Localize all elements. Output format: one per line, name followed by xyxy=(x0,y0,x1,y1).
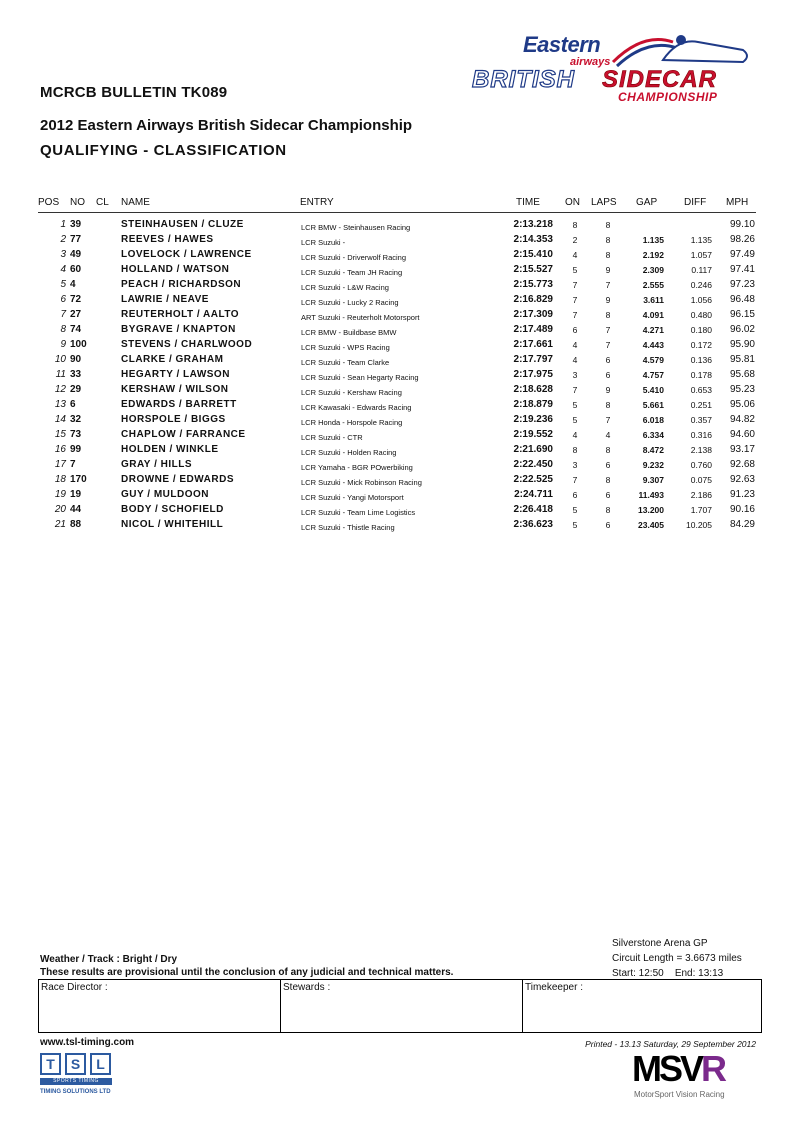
cell-no: 73 xyxy=(70,429,82,440)
table-row xyxy=(0,279,794,294)
cell-on: 8 xyxy=(572,220,578,230)
cell-laps: 8 xyxy=(605,445,611,455)
cell-entry: LCR Suzuki - Lucky 2 Racing xyxy=(301,298,399,307)
cell-mph: 92.63 xyxy=(729,474,755,485)
table-row xyxy=(0,264,794,279)
cell-entry: LCR Suzuki - Holden Racing xyxy=(301,448,397,457)
cell-on: 4 xyxy=(572,355,578,365)
cell-name: HOLLAND / WATSON xyxy=(121,264,230,275)
table-row xyxy=(0,474,794,489)
cell-gap: 6.018 xyxy=(642,415,664,425)
cell-gap: 5.410 xyxy=(642,385,664,395)
cell-no: 39 xyxy=(70,219,82,230)
cell-no: 33 xyxy=(70,369,82,380)
table-row xyxy=(0,489,794,504)
col-diff: DIFF xyxy=(684,197,707,208)
website-link[interactable]: www.tsl-timing.com xyxy=(40,1037,135,1048)
cell-entry: LCR Suzuki - Kershaw Racing xyxy=(301,388,402,397)
stewards-label: Stewards : xyxy=(283,982,331,993)
cell-name: LAWRIE / NEAVE xyxy=(121,294,209,305)
circuit-length: Circuit Length = 3.6673 miles xyxy=(612,953,742,964)
cell-time: 2:16.829 xyxy=(513,294,553,305)
cell-pos: 9 xyxy=(60,339,66,350)
cell-laps: 7 xyxy=(605,340,611,350)
cell-pos: 13 xyxy=(54,399,66,410)
table-row xyxy=(0,234,794,249)
table-row xyxy=(0,294,794,309)
cell-mph: 97.41 xyxy=(729,264,755,275)
cell-gap: 13.200 xyxy=(638,505,664,515)
cell-on: 3 xyxy=(572,370,578,380)
timekeeper-cell xyxy=(523,980,761,1032)
cell-diff: 0.760 xyxy=(690,460,712,470)
col-mph: MPH xyxy=(726,197,749,208)
cell-name: KERSHAW / WILSON xyxy=(121,384,229,395)
cell-on: 8 xyxy=(572,445,578,455)
cell-no: 6 xyxy=(70,399,76,410)
table-row xyxy=(0,504,794,519)
cell-diff: 0.480 xyxy=(690,310,712,320)
cell-gap: 4.091 xyxy=(642,310,664,320)
cell-time: 2:18.628 xyxy=(513,384,553,395)
table-row xyxy=(0,219,794,234)
cell-on: 7 xyxy=(572,475,578,485)
logo-airways: airways xyxy=(570,56,611,68)
signature-box xyxy=(38,979,762,1033)
cell-gap: 4.579 xyxy=(642,355,664,365)
table-row xyxy=(0,519,794,534)
cell-mph: 91.23 xyxy=(729,489,755,500)
cell-laps: 6 xyxy=(605,490,611,500)
cell-diff: 0.246 xyxy=(690,280,712,290)
session-title: QUALIFYING - CLASSIFICATION xyxy=(40,142,287,159)
cell-time: 2:15.527 xyxy=(513,264,553,275)
cell-no: 19 xyxy=(70,489,82,500)
cell-time: 2:17.661 xyxy=(513,339,553,350)
cell-name: GRAY / HILLS xyxy=(121,459,193,470)
cell-gap: 11.493 xyxy=(638,490,664,500)
cell-on: 5 xyxy=(572,505,578,515)
cell-time: 2:13.218 xyxy=(513,219,553,230)
cell-time: 2:36.623 xyxy=(513,519,553,530)
cell-laps: 7 xyxy=(605,415,611,425)
cell-name: STEINHAUSEN / CLUZE xyxy=(121,219,244,230)
cell-time: 2:15.410 xyxy=(513,249,553,260)
race-director-cell xyxy=(39,980,281,1032)
table-row xyxy=(0,384,794,399)
cell-diff: 2.138 xyxy=(690,445,712,455)
col-entry: ENTRY xyxy=(300,197,334,208)
cell-mph: 84.29 xyxy=(729,519,755,530)
cell-name: REEVES / HAWES xyxy=(121,234,214,245)
cell-gap: 8.472 xyxy=(642,445,664,455)
cell-pos: 3 xyxy=(60,249,66,260)
cell-on: 3 xyxy=(572,460,578,470)
cell-name: LOVELOCK / LAWRENCE xyxy=(121,249,252,260)
msvr-logo xyxy=(632,1048,756,1102)
cell-on: 5 xyxy=(572,265,578,275)
table-row xyxy=(0,429,794,444)
cell-name: BODY / SCHOFIELD xyxy=(121,504,224,515)
logo-sidecar: SIDECAR xyxy=(602,66,718,93)
table-row xyxy=(0,339,794,354)
cell-mph: 95.06 xyxy=(729,399,755,410)
cell-time: 2:19.236 xyxy=(513,414,553,425)
header-divider xyxy=(38,212,756,213)
cell-name: HORSPOLE / BIGGS xyxy=(121,414,226,425)
table-row xyxy=(0,459,794,474)
cell-name: BYGRAVE / KNAPTON xyxy=(121,324,236,335)
cell-pos: 1 xyxy=(60,219,66,230)
cell-on: 7 xyxy=(572,385,578,395)
msvr-mark-r: R xyxy=(701,1048,725,1089)
championship-logo xyxy=(468,28,753,112)
cell-name: REUTERHOLT / AALTO xyxy=(121,309,240,320)
cell-gap: 23.405 xyxy=(638,520,664,530)
cell-no: 90 xyxy=(70,354,82,365)
cell-gap: 3.611 xyxy=(643,295,664,305)
cell-laps: 9 xyxy=(605,265,611,275)
session-times: Start: 12:50 End: 13:13 xyxy=(612,968,724,979)
cell-no: 100 xyxy=(70,339,87,350)
cell-no: 29 xyxy=(70,384,82,395)
cell-gap: 5.661 xyxy=(642,400,664,410)
cell-pos: 14 xyxy=(54,414,66,425)
cell-mph: 96.15 xyxy=(729,309,755,320)
cell-time: 2:17.797 xyxy=(513,354,553,365)
race-director-label: Race Director : xyxy=(41,982,108,993)
cell-time: 2:26.418 xyxy=(513,504,553,515)
cell-pos: 19 xyxy=(54,489,66,500)
cell-entry: LCR Suzuki - Mick Robinson Racing xyxy=(301,478,422,487)
logo-championship: CHAMPIONSHIP xyxy=(618,90,718,104)
cell-pos: 2 xyxy=(60,234,66,245)
cell-pos: 11 xyxy=(55,369,66,380)
weather-track: Weather / Track : Bright / Dry xyxy=(40,954,178,965)
cell-on: 6 xyxy=(572,325,578,335)
cell-entry: LCR Suzuki - Thistle Racing xyxy=(301,523,395,532)
table-row xyxy=(0,249,794,264)
cell-mph: 90.16 xyxy=(729,504,755,515)
cell-diff: 0.172 xyxy=(690,340,712,350)
cell-time: 2:15.773 xyxy=(513,279,553,290)
cell-entry: LCR Yamaha - BGR POwerbiking xyxy=(301,463,413,472)
cell-time: 2:21.690 xyxy=(513,444,553,455)
cell-mph: 95.68 xyxy=(729,369,755,380)
cell-pos: 16 xyxy=(54,444,66,455)
cell-no: 99 xyxy=(70,444,82,455)
cell-time: 2:17.309 xyxy=(513,309,553,320)
cell-name: PEACH / RICHARDSON xyxy=(121,279,242,290)
cell-name: STEVENS / CHARLWOOD xyxy=(121,339,253,350)
cell-diff: 1.135 xyxy=(690,235,712,245)
cell-mph: 96.48 xyxy=(729,294,755,305)
cell-gap: 9.307 xyxy=(642,475,664,485)
cell-pos: 20 xyxy=(54,504,66,515)
tsl-company: TIMING SOLUTIONS LTD xyxy=(40,1089,111,1095)
tsl-letter-s: S xyxy=(65,1053,86,1075)
sidecar-swoosh-icon xyxy=(603,30,753,70)
cell-entry: LCR Kawasaki - Edwards Racing xyxy=(301,403,412,412)
cell-entry: LCR BMW - Buildbase BMW xyxy=(301,328,397,337)
col-cl: CL xyxy=(96,197,109,208)
cell-pos: 10 xyxy=(54,354,66,365)
cell-name: CHAPLOW / FARRANCE xyxy=(121,429,246,440)
cell-mph: 95.81 xyxy=(729,354,755,365)
cell-pos: 4 xyxy=(60,264,66,275)
cell-mph: 93.17 xyxy=(729,444,755,455)
cell-name: HOLDEN / WINKLE xyxy=(121,444,219,455)
cell-time: 2:24.711 xyxy=(514,489,553,500)
cell-pos: 12 xyxy=(54,384,66,395)
tsl-bar: SPORTS TIMING xyxy=(40,1078,112,1085)
cell-no: 88 xyxy=(70,519,82,530)
cell-mph: 92.68 xyxy=(729,459,755,470)
cell-no: 77 xyxy=(70,234,82,245)
cell-laps: 9 xyxy=(605,295,611,305)
cell-entry: LCR Suzuki - xyxy=(301,238,346,247)
cell-pos: 7 xyxy=(60,309,66,320)
bulletin-number: MCRCB BULLETIN TK089 xyxy=(40,84,228,101)
cell-name: CLARKE / GRAHAM xyxy=(121,354,224,365)
cell-gap: 1.135 xyxy=(642,235,664,245)
cell-no: 7 xyxy=(70,459,76,470)
cell-diff: 0.178 xyxy=(690,370,712,380)
cell-name: HEGARTY / LAWSON xyxy=(121,369,230,380)
cell-laps: 6 xyxy=(605,355,611,365)
cell-entry: LCR Suzuki - Team Lime Logistics xyxy=(301,508,416,517)
cell-no: 27 xyxy=(70,309,82,320)
table-row xyxy=(0,444,794,459)
cell-diff: 1.057 xyxy=(690,250,712,260)
cell-laps: 8 xyxy=(605,505,611,515)
cell-pos: 21 xyxy=(54,519,66,530)
cell-diff: 0.136 xyxy=(690,355,712,365)
cell-no: 32 xyxy=(70,414,82,425)
cell-mph: 98.26 xyxy=(729,234,755,245)
cell-gap: 4.443 xyxy=(642,340,664,350)
cell-name: EDWARDS / BARRETT xyxy=(121,399,237,410)
col-name: NAME xyxy=(121,197,150,208)
cell-laps: 7 xyxy=(605,280,611,290)
cell-mph: 97.23 xyxy=(729,279,755,290)
cell-on: 5 xyxy=(572,415,578,425)
cell-entry: LCR Suzuki - Sean Hegarty Racing xyxy=(301,373,419,382)
tsl-logo xyxy=(40,1053,114,1101)
cell-laps: 4 xyxy=(605,430,611,440)
cell-on: 7 xyxy=(572,310,578,320)
cell-gap: 2.192 xyxy=(642,250,664,260)
cell-laps: 6 xyxy=(605,520,611,530)
cell-time: 2:22.525 xyxy=(513,474,553,485)
cell-on: 7 xyxy=(572,295,578,305)
cell-mph: 95.90 xyxy=(729,339,755,350)
table-row xyxy=(0,399,794,414)
cell-no: 72 xyxy=(70,294,82,305)
cell-laps: 8 xyxy=(605,475,611,485)
cell-laps: 8 xyxy=(605,400,611,410)
cell-entry: LCR Suzuki - Yangi Motorsport xyxy=(301,493,404,502)
cell-gap: 2.309 xyxy=(642,265,664,275)
table-row xyxy=(0,369,794,384)
cell-diff: 0.316 xyxy=(690,430,712,440)
cell-laps: 6 xyxy=(605,460,611,470)
cell-time: 2:22.450 xyxy=(513,459,553,470)
col-time: TIME xyxy=(516,197,540,208)
cell-diff: 0.117 xyxy=(691,265,712,275)
cell-pos: 18 xyxy=(54,474,66,485)
cell-pos: 8 xyxy=(60,324,66,335)
cell-entry: LCR Suzuki - WPS Racing xyxy=(301,343,390,352)
cell-on: 4 xyxy=(572,340,578,350)
cell-on: 5 xyxy=(572,520,578,530)
cell-diff: 0.075 xyxy=(690,475,712,485)
cell-gap: 9.232 xyxy=(642,460,664,470)
cell-time: 2:18.879 xyxy=(513,399,553,410)
cell-entry: LCR Suzuki - Team Clarke xyxy=(301,358,390,367)
cell-on: 4 xyxy=(572,250,578,260)
cell-time: 2:19.552 xyxy=(513,429,553,440)
logo-british: BRITISH xyxy=(472,66,575,93)
cell-entry: LCR Suzuki - Team JH Racing xyxy=(301,268,403,277)
cell-no: 170 xyxy=(70,474,87,485)
cell-no: 74 xyxy=(70,324,82,335)
col-on: ON xyxy=(565,197,580,208)
cell-entry: LCR Suzuki - Driverwolf Racing xyxy=(301,253,407,262)
cell-entry: ART Suzuki - Reuterholt Motorsport xyxy=(301,313,420,322)
cell-name: NICOL / WHITEHILL xyxy=(121,519,224,530)
cell-mph: 99.10 xyxy=(729,219,755,230)
cell-laps: 8 xyxy=(605,250,611,260)
cell-laps: 6 xyxy=(605,370,611,380)
table-row xyxy=(0,324,794,339)
cell-on: 4 xyxy=(572,430,578,440)
cell-gap: 4.271 xyxy=(642,325,664,335)
cell-pos: 6 xyxy=(60,294,66,305)
cell-mph: 94.60 xyxy=(729,429,755,440)
col-pos: POS xyxy=(38,197,60,208)
cell-diff: 0.357 xyxy=(690,415,712,425)
cell-time: 2:17.489 xyxy=(513,324,553,335)
cell-time: 2:17.975 xyxy=(513,369,553,380)
cell-on: 6 xyxy=(572,490,578,500)
cell-entry: LCR Honda - Horspole Racing xyxy=(301,418,403,427)
cell-no: 60 xyxy=(70,264,82,275)
cell-mph: 95.23 xyxy=(729,384,755,395)
table-row xyxy=(0,354,794,369)
circuit-name: Silverstone Arena GP xyxy=(612,938,708,949)
cell-laps: 8 xyxy=(605,310,611,320)
cell-pos: 15 xyxy=(54,429,66,440)
cell-pos: 5 xyxy=(60,279,66,290)
logo-eastern: Eastern xyxy=(523,32,601,57)
cell-diff: 2.186 xyxy=(690,490,712,500)
cell-no: 4 xyxy=(70,279,76,290)
stewards-cell xyxy=(281,980,523,1032)
cell-name: DROWNE / EDWARDS xyxy=(121,474,234,485)
msvr-tagline: MotorSport Vision Racing xyxy=(634,1090,725,1099)
cell-no: 44 xyxy=(70,504,82,515)
cell-diff: 1.056 xyxy=(690,295,712,305)
cell-entry: LCR BMW - Steinhausen Racing xyxy=(301,223,411,232)
circuit-info xyxy=(612,936,742,981)
cell-diff: 10.205 xyxy=(686,520,712,530)
cell-mph: 97.49 xyxy=(729,249,755,260)
cell-on: 5 xyxy=(572,400,578,410)
cell-mph: 96.02 xyxy=(729,324,755,335)
cell-pos: 17 xyxy=(54,459,66,470)
table-row xyxy=(0,309,794,324)
printed-timestamp: Printed - 13.13 Saturday, 29 September 2012 xyxy=(585,1039,756,1049)
cell-diff: 0.180 xyxy=(690,325,712,335)
cell-no: 49 xyxy=(70,249,82,260)
table-row xyxy=(0,414,794,429)
msvr-mark xyxy=(632,1048,724,1090)
cell-laps: 7 xyxy=(605,325,611,335)
col-no: NO xyxy=(70,197,85,208)
cell-gap: 6.334 xyxy=(642,430,664,440)
cell-gap: 4.757 xyxy=(642,370,664,380)
cell-gap: 2.555 xyxy=(642,280,664,290)
tsl-letter-t: T xyxy=(40,1053,61,1075)
cell-entry: LCR Suzuki - CTR xyxy=(301,433,363,442)
col-laps: LAPS xyxy=(591,197,617,208)
cell-diff: 1.707 xyxy=(690,505,712,515)
cell-laps: 8 xyxy=(605,220,611,230)
cell-laps: 9 xyxy=(605,385,611,395)
event-title: 2012 Eastern Airways British Sidecar Championship xyxy=(40,117,413,134)
cell-on: 7 xyxy=(572,280,578,290)
cell-diff: 0.251 xyxy=(690,400,712,410)
cell-name: GUY / MULDOON xyxy=(121,489,209,500)
msvr-mark-main: MSV xyxy=(632,1048,702,1089)
provisional-notice: These results are provisional until the conclusion of any judicial and technical matters. xyxy=(40,967,454,978)
cell-time: 2:14.353 xyxy=(513,234,553,245)
cell-entry: LCR Suzuki - L&W Racing xyxy=(301,283,389,292)
tsl-letter-l: L xyxy=(90,1053,111,1075)
cell-on: 2 xyxy=(572,235,578,245)
cell-diff: 0.653 xyxy=(690,385,712,395)
table-header xyxy=(0,197,794,211)
cell-mph: 94.82 xyxy=(729,414,755,425)
col-gap: GAP xyxy=(636,197,658,208)
cell-laps: 8 xyxy=(605,235,611,245)
timekeeper-label: Timekeeper : xyxy=(525,982,583,993)
